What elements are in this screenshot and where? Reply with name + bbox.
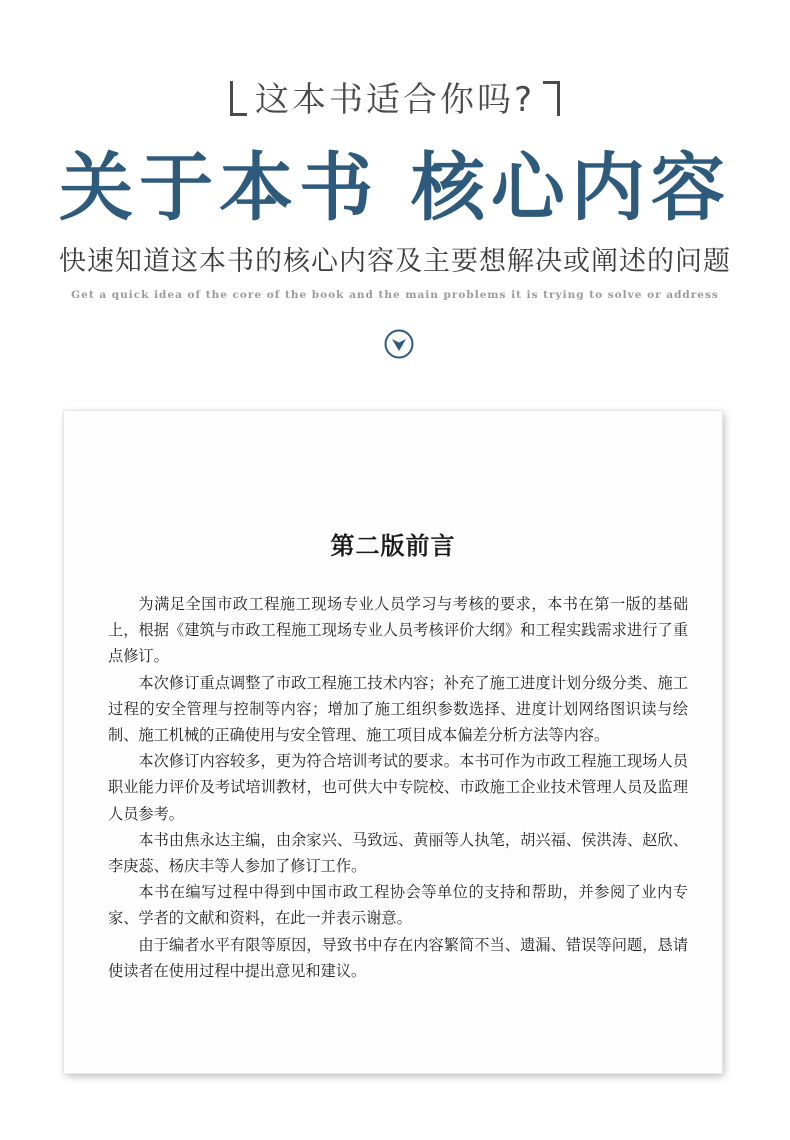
section-subtitle: 快速知道这本书的核心内容及主要想解决或阐述的问题 [59,246,731,277]
preface-paragraph: 本次修订内容较多，更为符合培训考试的要求。本书可作为市政工程施工现场人员职业能力评价及考试培训教材，也可供大中专院校、市政施工企业技术管理人员及监理人员参考。 [108,752,688,823]
chevron-down-circle-icon [384,329,414,359]
page-title: 第二版前言 [330,531,456,560]
preface-paragraph: 由于编者水平有限等原因，导致书中存在内容繁简不当、遗漏、错误等问题，恳请使读者在使用过程中提出意见和建议。 [108,935,688,980]
preface-body [108,591,688,984]
bracket-right-icon [543,81,560,116]
preface-paragraph: 本次修订重点调整了市政工程施工技术内容；补充了施工进度计划分级分类、施工过程的安全管理与控制等内容；增加了施工组织参数选择、进度计划网络图识读与绘制、施工机械的正确使用与安全管理、施工项目成本偏差分析方法等内容。 [108,673,688,745]
kicker-text: 这本书适合你吗? [254,80,536,120]
preface-paragraph: 为满足全国市政工程施工现场专业人员学习与考核的要求，本书在第一版的基础上，根据《建筑与市政工程施工现场专业人员考核评价大纲》和工程实践需求进行了重点修订。 [108,595,688,666]
section-kicker [0,76,790,124]
bracket-left-icon [230,81,247,116]
preface-paragraph: 本书由焦永达主编，由余家兴、马致远、黄丽等人执笔，胡兴福、侯洪涛、赵欣、李庚蕊、杨庆丰等人参加了修订工作。 [108,830,688,876]
preface-paragraph: 本书在编写过程中得到中国市政工程协会等单位的支持和帮助，并参阅了业内专家、学者的文献和资料，在此一并表示谢意。 [108,883,688,928]
section-headline: 关于本书 核心内容 [59,145,731,231]
book-page-scan [64,411,722,1073]
section-subtitle-english: Get a quick idea of the core of the book and the main problems it is trying to solve or address [71,289,719,301]
